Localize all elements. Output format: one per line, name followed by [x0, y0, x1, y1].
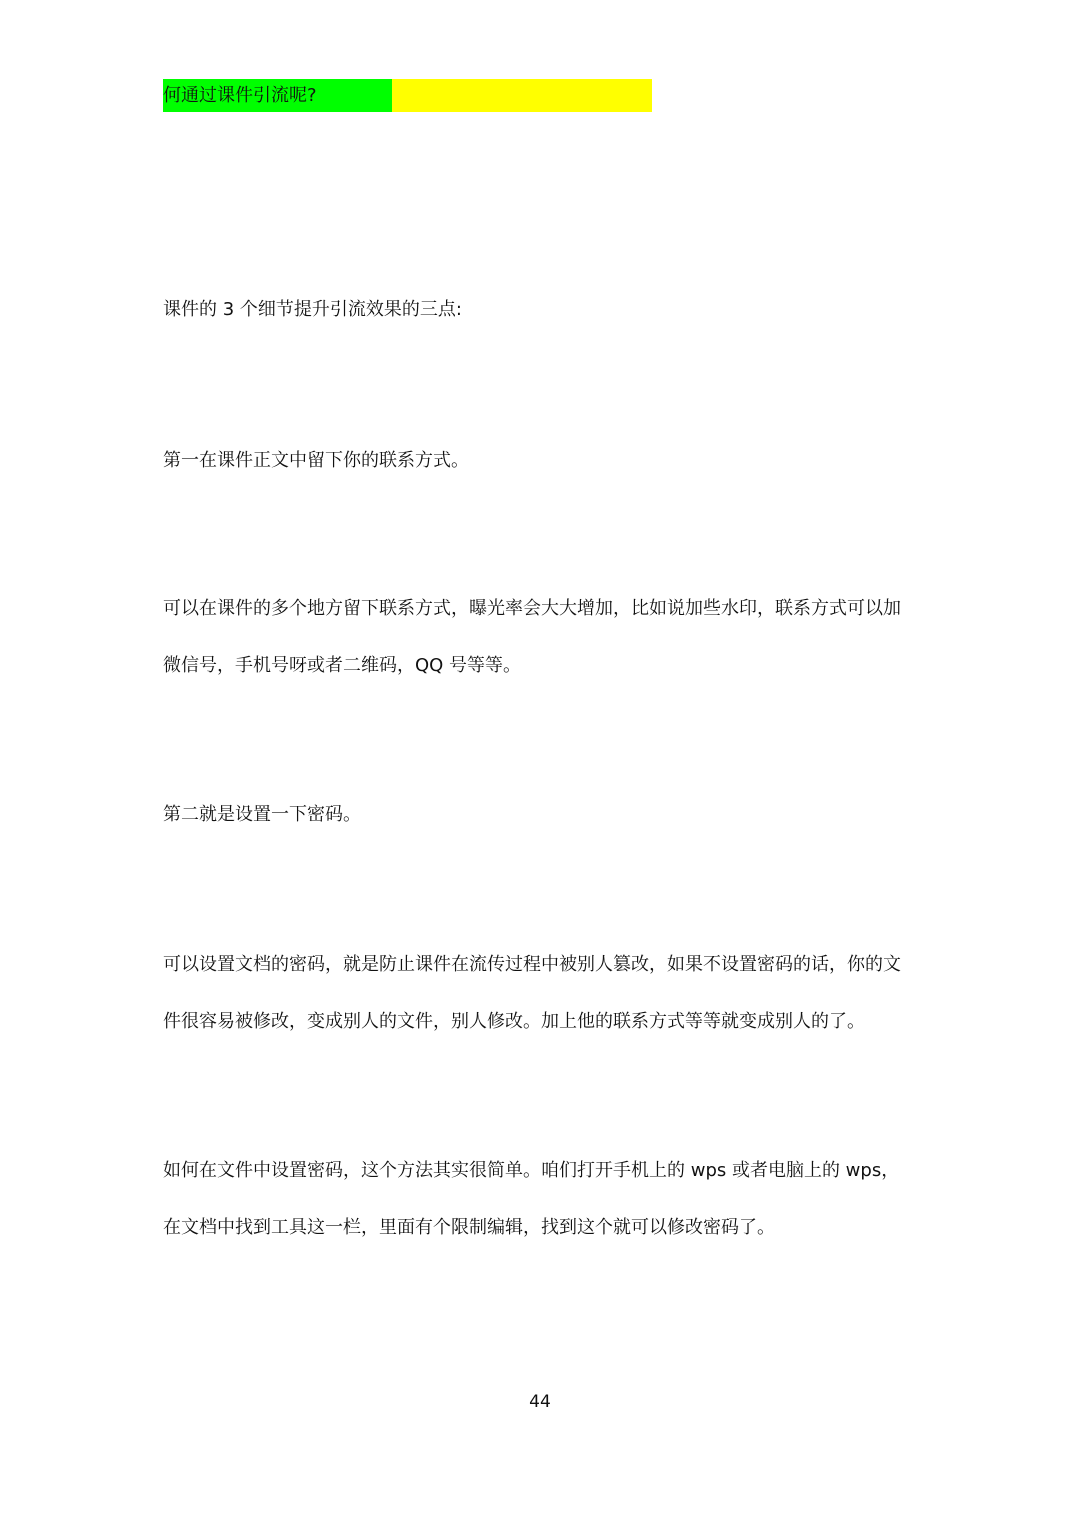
point2-howto-line-1: 如何在文件中设置密码，这个方法其实很简单。咱们打开手机上的 wps 或者电脑上的 wps， — [163, 1160, 900, 1181]
point1-body — [163, 580, 923, 694]
heading-highlight-green — [163, 79, 392, 112]
point2-howto — [163, 1142, 923, 1256]
point2-body-line-2: 件很容易被修改，变成别人的文件，别人修改。加上他的联系方式等等就变成别人的了。 — [163, 1011, 865, 1032]
point2-title — [163, 786, 923, 843]
point1-title-line: 第一在课件正文中留下你的联系方式。 — [163, 450, 469, 471]
heading-highlight-yellow — [392, 79, 652, 112]
point1-body-line-2: 微信号，手机号呀或者二维码，QQ 号等等。 — [163, 655, 522, 676]
point2-body-line-1: 可以设置文档的密码，就是防止课件在流传过程中被别人篡改，如果不设置密码的话，你的文 — [163, 954, 901, 975]
intro-line: 课件的 3 个细节提升引流效果的三点: — [163, 299, 462, 320]
point2-howto-line-2: 在文档中找到工具这一栏，里面有个限制编辑，找到这个就可以修改密码了。 — [163, 1217, 775, 1238]
point1-title — [163, 432, 923, 489]
heading-text: 何通过课件引流呢? — [163, 85, 317, 106]
page-number: 44 — [529, 1392, 551, 1412]
point2-title-line: 第二就是设置一下密码。 — [163, 804, 361, 825]
point1-body-line-1: 可以在课件的多个地方留下联系方式，曝光率会大大增加，比如说加些水印，联系方式可以加 — [163, 598, 901, 619]
point2-body — [163, 936, 923, 1050]
highlighted-heading — [163, 79, 652, 112]
intro-paragraph — [163, 281, 923, 338]
